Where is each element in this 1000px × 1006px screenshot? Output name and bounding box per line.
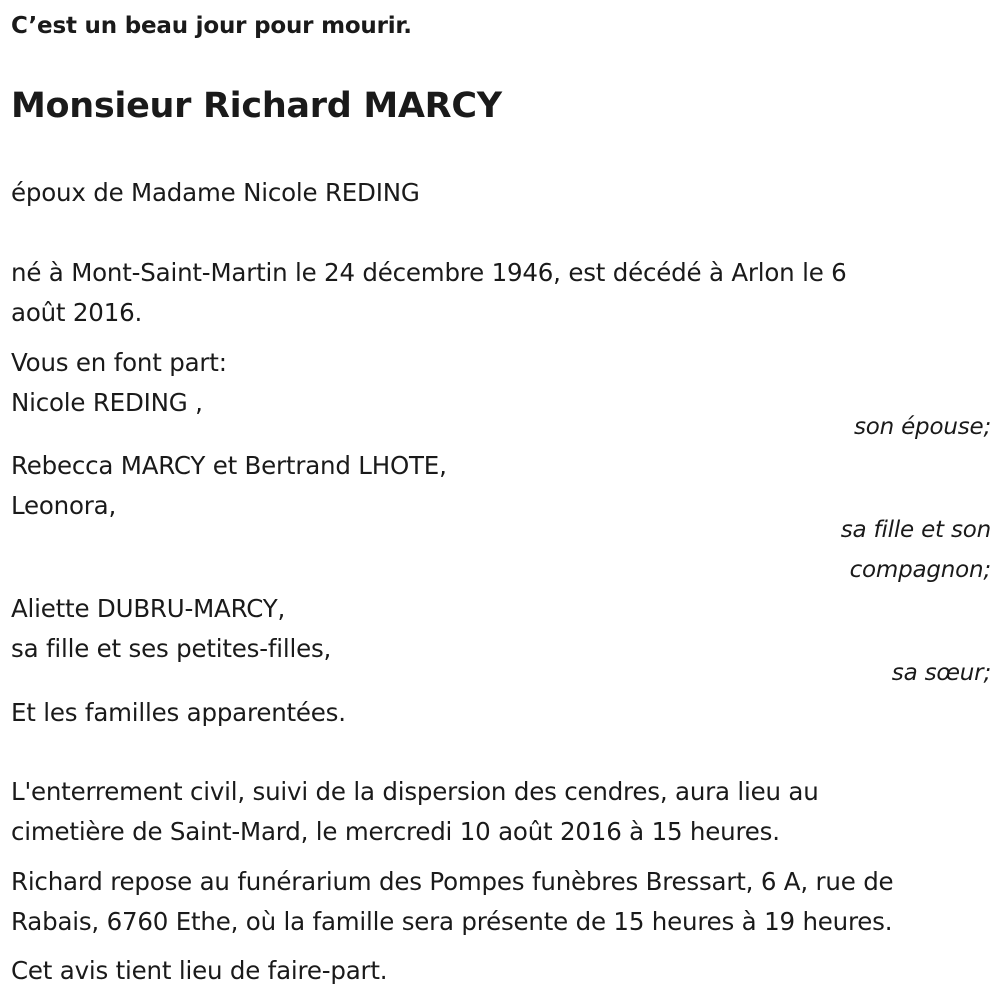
spouse-line: époux de Madame Nicole REDING [11,178,420,207]
family-member-name: Leonora, [11,491,117,520]
family-relation: sa fille et son [840,517,991,543]
deceased-name: Monsieur Richard MARCY [11,86,502,126]
rest-line-1: Richard repose au funérarium des Pompes funèbres Bressart, 6 A, rue de [11,867,894,896]
funeral-line-1: L'enterrement civil, suivi de la dispersion des cendres, aura lieu au [11,777,819,806]
funeral-line-2: cimetière de Saint-Mard, le mercredi 10 août 2016 à 15 heures. [11,817,780,846]
family-member-name: Nicole REDING , [11,388,203,417]
family-member-name: Rebecca MARCY et Bertrand LHOTE, [11,451,447,480]
family-relation: compagnon; [849,557,991,583]
rest-line-2: Rabais, 6760 Ethe, où la famille sera présente de 15 heures à 19 heures. [11,907,893,936]
family-member-name: Aliette DUBRU-MARCY, [11,594,286,623]
family-member-name: sa fille et ses petites-filles, [11,634,332,663]
closing-line: Cet avis tient lieu de faire-part. [11,956,388,985]
family-relation: sa sœur; [891,660,991,686]
family-relation: son épouse; [853,414,991,440]
birth-death-line-1: né à Mont-Saint-Martin le 24 décembre 1946, est décédé à Arlon le 6 [11,258,847,287]
relatives-line: Et les familles apparentées. [11,698,346,727]
birth-death-line-2: août 2016. [11,298,143,327]
announcement-intro: Vous en font part: [11,348,227,377]
motto-heading: C’est un beau jour pour mourir. [11,13,412,39]
